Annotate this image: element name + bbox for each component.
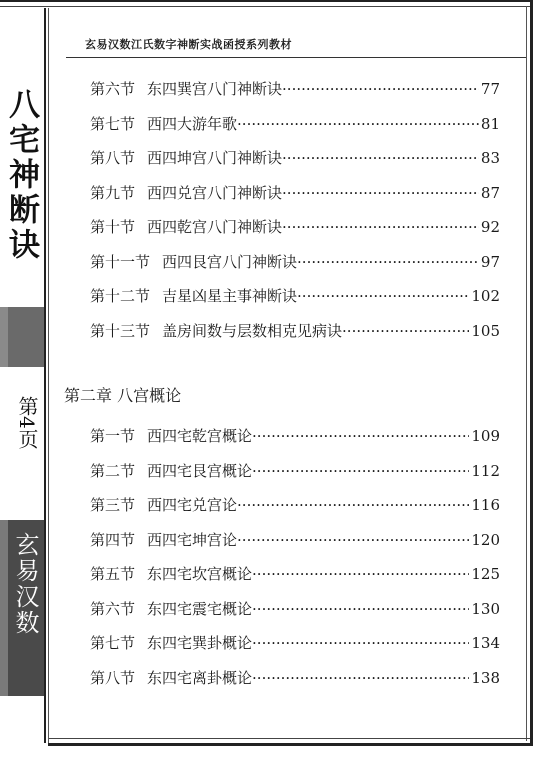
- toc-entry[interactable]: [90, 529, 500, 550]
- toc-entry-number: 第六节: [90, 599, 136, 618]
- sidebar-gray-band: [8, 307, 44, 367]
- toc-dot-leader: [252, 634, 469, 652]
- toc-entry-title: 西四艮宫八门神断诀: [162, 252, 298, 271]
- header-rule: [66, 57, 526, 58]
- toc-entry-title: 西四宅兑宫论: [147, 496, 238, 514]
- toc-entry[interactable]: [90, 113, 500, 134]
- toc-entry-number: 第十三节: [90, 321, 151, 340]
- frame-top-inner: [0, 6, 533, 7]
- toc-entry-page: 116: [471, 496, 500, 514]
- toc-entry-page: 77: [480, 80, 500, 98]
- toc-entry[interactable]: [90, 216, 500, 237]
- sidebar-rule-inner: [48, 8, 49, 743]
- toc-dot-leader: [252, 669, 469, 687]
- toc-entry-page: 125: [471, 565, 500, 583]
- toc-entry[interactable]: [90, 147, 500, 168]
- toc-dot-leader: [237, 531, 469, 549]
- toc-entry-page: 120: [471, 530, 500, 549]
- toc-entry-title: 吉星凶星主事神断诀: [162, 287, 298, 305]
- sidebar-book-title: 八宅神断诀: [3, 88, 39, 263]
- toc-entry[interactable]: [90, 460, 500, 481]
- toc-entry-page: 92: [480, 218, 500, 236]
- toc-dot-leader: [252, 427, 469, 445]
- running-header: 玄易汉数江氏数字神断实战函授系列教材: [85, 38, 292, 51]
- toc-dot-leader: [252, 462, 469, 480]
- toc-entry-page: 112: [471, 461, 500, 480]
- toc-entry-number: 第八节: [90, 149, 136, 167]
- toc-entry[interactable]: [90, 632, 500, 653]
- toc-entry[interactable]: [90, 182, 500, 203]
- chapter-heading[interactable]: 第二章 八宫概论: [64, 386, 182, 405]
- toc-dot-leader: [282, 149, 479, 167]
- toc-entry[interactable]: [90, 494, 500, 515]
- toc-entry-page: 138: [471, 668, 500, 687]
- toc-entry[interactable]: [90, 563, 500, 584]
- toc-entry-page: 87: [480, 183, 500, 202]
- toc-entry[interactable]: [90, 78, 500, 99]
- toc-entry-number: 第五节: [90, 565, 136, 583]
- toc-entry-title: 盖房间数与层数相克见病诀: [162, 321, 343, 340]
- toc-entry-title: 西四大游年歌: [147, 114, 238, 133]
- toc-entry[interactable]: [90, 425, 500, 446]
- toc-entry-number: 第十节: [90, 218, 136, 236]
- toc-entry-number: 第三节: [90, 496, 136, 514]
- toc-dot-leader: [297, 253, 479, 271]
- toc-entry[interactable]: [90, 667, 500, 688]
- frame-bottom: [48, 743, 533, 746]
- toc-dot-leader: [342, 322, 469, 340]
- toc-entry-number: 第四节: [90, 530, 136, 549]
- sidebar-rule: [44, 8, 46, 743]
- toc-entry-title: 东四宅震宅概论: [147, 599, 253, 618]
- frame-top: [0, 0, 533, 2]
- toc-entry-title: 西四坤宫八门神断诀: [147, 149, 283, 167]
- toc-entry-title: 东四宅离卦概论: [147, 668, 253, 687]
- toc-entry-number: 第七节: [90, 114, 136, 133]
- toc-entry-page: 109: [471, 427, 500, 445]
- toc-dot-leader: [237, 115, 479, 133]
- toc-entry[interactable]: [90, 285, 500, 306]
- frame-right-inner: [526, 6, 527, 741]
- toc-entry-number: 第十一节: [90, 252, 151, 271]
- toc-entry-page: 105: [471, 321, 500, 340]
- toc-entry-title: 西四宅坤宫论: [147, 530, 238, 549]
- toc-entry-page: 134: [471, 634, 500, 652]
- toc-entry-page: 83: [480, 149, 500, 167]
- sidebar-gray-band-edge: [0, 307, 8, 367]
- toc-entry-page: 97: [480, 252, 500, 271]
- toc-entry-number: 第一节: [90, 427, 136, 445]
- sidebar-page-label: 第4页: [15, 396, 39, 449]
- toc-entry-title: 东四宅巽卦概论: [147, 634, 253, 652]
- toc-entry-number: 第八节: [90, 668, 136, 687]
- toc-entry-number: 第六节: [90, 80, 136, 98]
- toc-entry-page: 102: [471, 287, 500, 305]
- toc-dot-leader: [252, 600, 469, 618]
- toc-entry-title: 东四巽宫八门神断诀: [147, 80, 283, 98]
- toc-dot-leader: [252, 565, 469, 583]
- toc-entry-page: 81: [480, 114, 500, 133]
- toc-entry-title: 西四乾宫八门神断诀: [147, 218, 283, 236]
- toc-dot-leader: [282, 218, 479, 236]
- sidebar-brand: 玄易汉数: [11, 532, 39, 636]
- toc-entry-number: 第九节: [90, 183, 136, 202]
- toc-entry-number: 第二节: [90, 461, 136, 480]
- toc-dot-leader: [237, 496, 469, 514]
- toc-entry-number: 第七节: [90, 634, 136, 652]
- toc-entry[interactable]: [90, 320, 500, 341]
- toc-entry[interactable]: [90, 598, 500, 619]
- toc-entry-number: 第十二节: [90, 287, 151, 305]
- frame-bottom-inner: [48, 738, 530, 739]
- toc-entry-title: 西四宅乾宫概论: [147, 427, 253, 445]
- toc-dot-leader: [297, 287, 469, 305]
- toc-entry-title: 东四宅坎宫概论: [147, 565, 253, 583]
- frame-right: [530, 0, 533, 745]
- toc-entry-title: 西四兑宫八门神断诀: [147, 183, 283, 202]
- toc-entry[interactable]: [90, 251, 500, 272]
- toc-entry-page: 130: [471, 599, 500, 618]
- toc-dot-leader: [282, 80, 479, 98]
- toc-entry-title: 西四宅艮宫概论: [147, 461, 253, 480]
- toc-dot-leader: [282, 184, 479, 202]
